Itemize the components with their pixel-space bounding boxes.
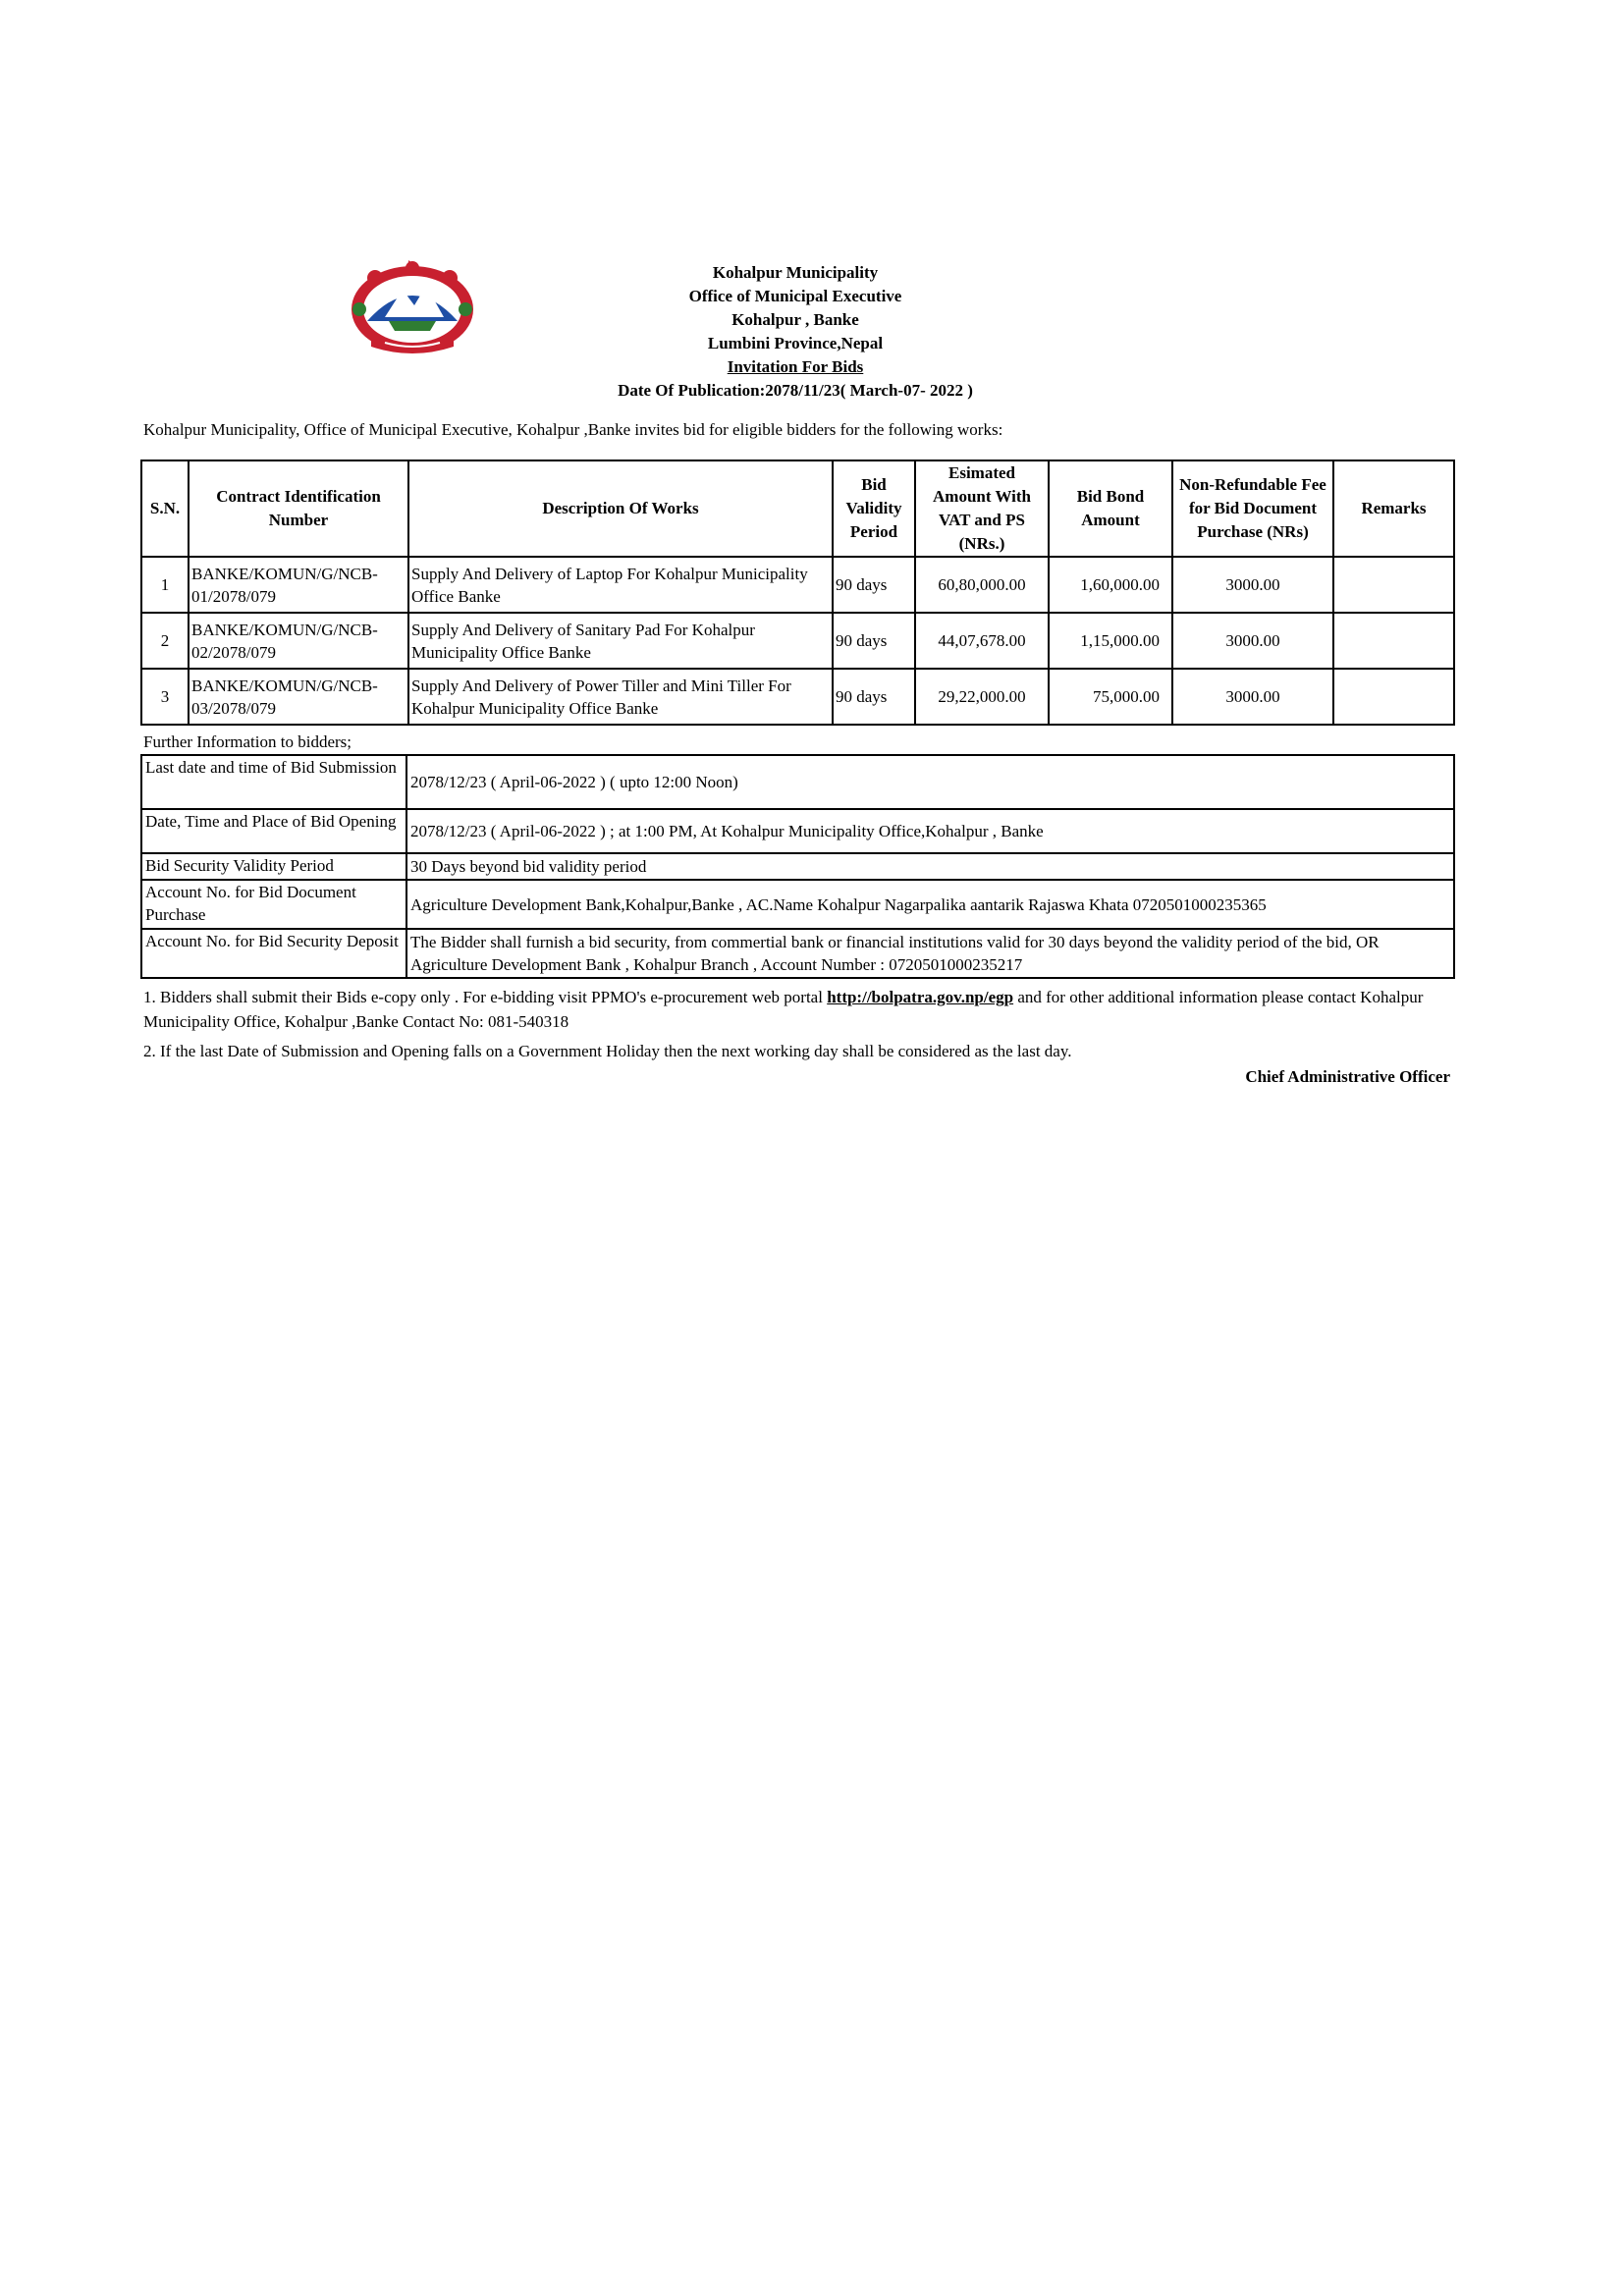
info-row [141, 809, 1454, 853]
header-estimated-amount: Esimated Amount With VAT and PS (NRs.) [915, 460, 1049, 557]
cell-fee: 3000.00 [1172, 613, 1333, 669]
header-contract-id: Contract Identification Number [189, 460, 408, 557]
header-fee: Non-Refundable Fee for Bid Document Purchase (NRs) [1172, 460, 1333, 557]
cell-validity: 90 days [833, 613, 915, 669]
info-label: Bid Security Validity Period [141, 853, 406, 880]
cell-estimated-amount: 60,80,000.00 [915, 557, 1049, 613]
works-header-row [141, 460, 1454, 557]
info-value: 30 Days beyond bid validity period [406, 853, 1454, 880]
egp-portal-link[interactable]: http://bolpatra.gov.np/egp [827, 988, 1014, 1006]
header-sn: S.N. [141, 460, 189, 557]
table-row [141, 669, 1454, 725]
info-row [141, 853, 1454, 880]
cell-bid-bond: 1,60,000.00 [1049, 557, 1172, 613]
info-label: Date, Time and Place of Bid Opening [141, 809, 406, 853]
municipality-name: Kohalpur Municipality [712, 263, 879, 282]
cell-validity: 90 days [833, 557, 915, 613]
info-table [140, 754, 1455, 979]
info-value: 2078/12/23 ( April-06-2022 ) ( upto 12:00 Noon) [406, 755, 1454, 809]
cell-fee: 3000.00 [1172, 557, 1333, 613]
signature-title: Chief Administrative Officer [1245, 1067, 1450, 1086]
table-row [141, 557, 1454, 613]
office-location: Kohalpur , Banke [731, 310, 859, 329]
cell-contract-id: BANKE/KOMUN/G/NCB-01/2078/079 [189, 557, 408, 613]
cell-sn: 3 [141, 669, 189, 725]
intro-text: Kohalpur Municipality, Office of Municipal Executive, Kohalpur ,Banke invites bid for eligible bidders for the following works: [143, 420, 1003, 439]
further-info-label: Further Information to bidders; [143, 732, 352, 751]
note-1-text: 1. Bidders shall submit their Bids e-copy only . For e-bidding visit PPMO's e-procurement web portal [143, 988, 828, 1006]
info-row [141, 929, 1454, 978]
info-value: 2078/12/23 ( April-06-2022 ) ; at 1:00 PM, At Kohalpur Municipality Office,Kohalpur , Banke [406, 809, 1454, 853]
publication-date: Date Of Publication:2078/11/23( March-07- 2022 ) [618, 381, 973, 400]
header-remarks: Remarks [1333, 460, 1454, 557]
note-2: 2. If the last Date of Submission and Opening falls on a Government Holiday then the next working day shall be considered as the last day. [143, 1042, 1072, 1060]
info-label: Last date and time of Bid Submission [141, 755, 406, 809]
office-name: Office of Municipal Executive [688, 287, 902, 305]
cell-description: Supply And Delivery of Sanitary Pad For Kohalpur Municipality Office Banke [408, 613, 833, 669]
works-table [140, 460, 1455, 726]
cell-remarks [1333, 557, 1454, 613]
cell-estimated-amount: 44,07,678.00 [915, 613, 1049, 669]
header-bid-bond: Bid Bond Amount [1049, 460, 1172, 557]
cell-description: Supply And Delivery of Laptop For Kohalpur Municipality Office Banke [408, 557, 833, 613]
cell-sn: 1 [141, 557, 189, 613]
info-row [141, 755, 1454, 809]
table-row [141, 613, 1454, 669]
cell-remarks [1333, 613, 1454, 669]
province-name: Lumbini Province,Nepal [707, 334, 884, 352]
header-description: Description Of Works [408, 460, 833, 557]
cell-description: Supply And Delivery of Power Tiller and Mini Tiller For Kohalpur Municipality Office Banke [408, 669, 833, 725]
info-row [141, 880, 1454, 929]
cell-fee: 3000.00 [1172, 669, 1333, 725]
cell-estimated-amount: 29,22,000.00 [915, 669, 1049, 725]
info-label: Account No. for Bid Security Deposit [141, 929, 406, 978]
document-title: Invitation For Bids [727, 357, 864, 376]
cell-bid-bond: 75,000.00 [1049, 669, 1172, 725]
header-validity: Bid Validity Period [833, 460, 915, 557]
note-1-text-continued: and for other additional information please contact Kohalpur Municipality Office, Kohalpur ,Banke Contact No: 081-540318 [143, 988, 1424, 1031]
cell-validity: 90 days [833, 669, 915, 725]
cell-sn: 2 [141, 613, 189, 669]
cell-contract-id: BANKE/KOMUN/G/NCB-02/2078/079 [189, 613, 408, 669]
info-value: The Bidder shall furnish a bid security, from commertial bank or financial institutions valid for 30 days beyond the validity period of the bid, OR Agriculture Development Bank , Kohalpur Branch , Account Number : 0720501000235217 [406, 929, 1454, 978]
nepal-emblem-icon [346, 260, 479, 358]
info-value: Agriculture Development Bank,Kohalpur,Banke , AC.Name Kohalpur Nagarpalika aantarik Rajaswa Khata 0720501000235365 [406, 880, 1454, 929]
note-1 [143, 985, 1449, 1034]
info-label: Account No. for Bid Document Purchase [141, 880, 406, 929]
cell-remarks [1333, 669, 1454, 725]
cell-bid-bond: 1,15,000.00 [1049, 613, 1172, 669]
cell-contract-id: BANKE/KOMUN/G/NCB-03/2078/079 [189, 669, 408, 725]
document-header [530, 261, 1060, 403]
